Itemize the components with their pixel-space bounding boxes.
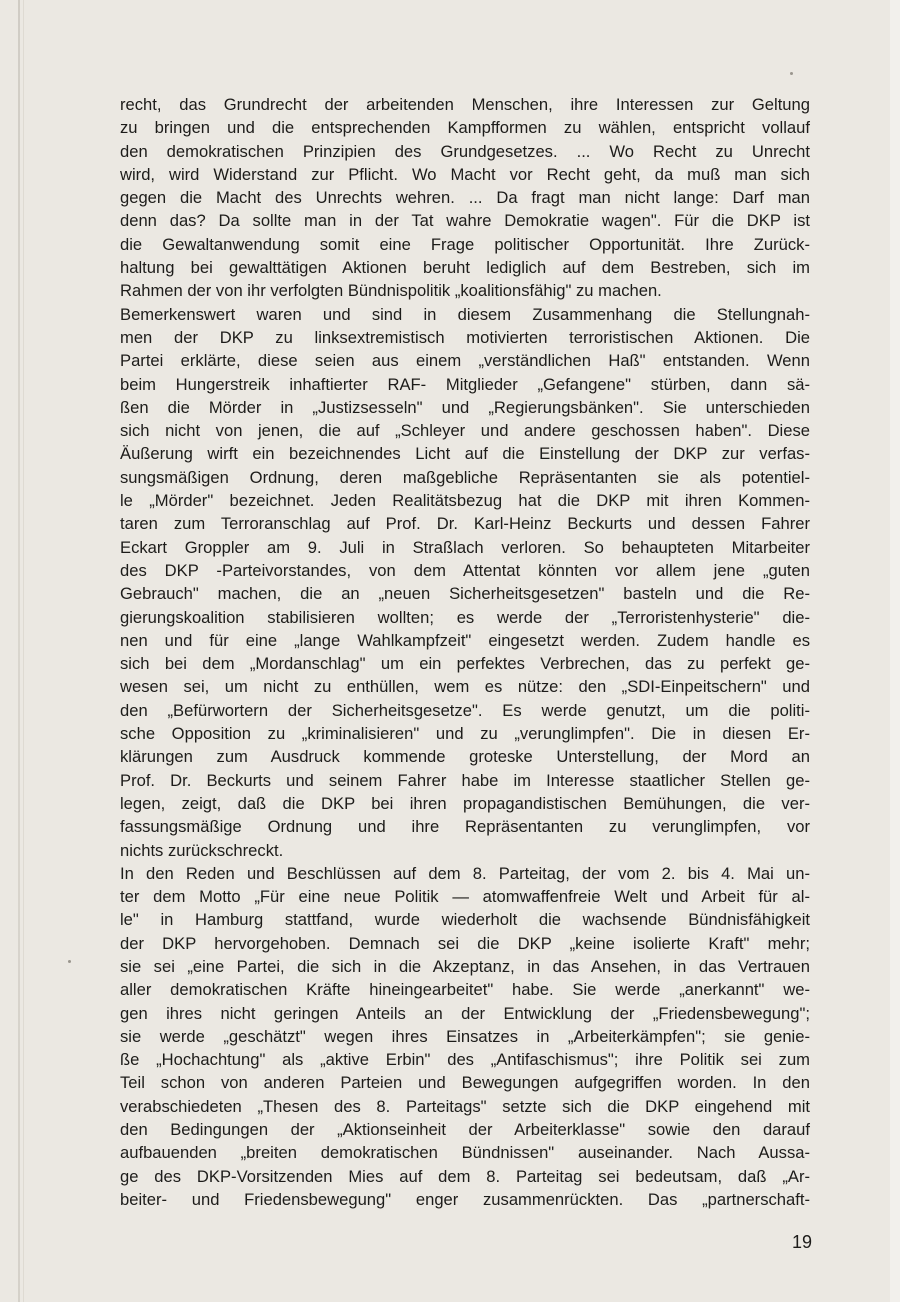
text-line: Gebrauch" machen, die an „neuen Sicherheitsgesetzen" basteln und die Re-: [120, 584, 810, 604]
binding-edge-inner: [23, 0, 24, 1302]
text-line: beim Hungerstreik inhaftierter RAF- Mitglieder „Gefangene" stürben, dann sä-: [120, 374, 810, 394]
text-line: sie sei „eine Partei, die sich in die Akzeptanz, in das Ansehen, in das Vertrauen: [120, 956, 810, 976]
text-line: le" in Hamburg stattfand, wurde wiederholt die wachsende Bündnisfähigkeit: [120, 910, 810, 930]
text-line: Prof. Dr. Beckurts und seinem Fahrer habe im Interesse staatlicher Stellen ge-: [120, 770, 810, 790]
text-line: Teil schon von anderen Parteien und Bewegungen aufgegriffen worden. In den: [120, 1073, 810, 1093]
text-line: den Bedingungen der „Aktionseinheit der Arbeiterklasse" sowie den darauf: [120, 1120, 810, 1140]
text-line: legen, zeigt, daß die DKP bei ihren propagandistischen Bemühungen, die ver-: [120, 793, 810, 813]
paper-speck: [790, 72, 793, 75]
text-line: sich nicht von jenen, die auf „Schleyer und andere geschossen haben". Diese: [120, 421, 810, 441]
text-line: nen und für eine „lange Wahlkampfzeit" eingesetzt werden. Zudem handle es: [120, 630, 810, 650]
text-line: Bemerkenswert waren und sind in diesem Zusammenhang die Stellungnah-: [120, 304, 810, 324]
text-line: nichts zurückschreckt.: [120, 840, 284, 860]
text-line: aller demokratischen Kräfte hineingearbeitet" habe. Sie werde „anerkannt" we-: [120, 980, 810, 1000]
text-line: haltung bei gewalttätigen Aktionen beruht lediglich auf dem Bestreben, sich im: [120, 258, 810, 278]
text-line: sche Opposition zu „kriminalisieren" und zu „verunglimpfen". Die in diesen Er-: [120, 724, 810, 744]
text-line: gierungskoalition stabilisieren wollten; es werde der „Terroristenhysterie" die-: [120, 607, 810, 627]
text-line: sich bei dem „Mordanschlag" um ein perfektes Verbrechen, das zu perfekt ge-: [120, 654, 810, 674]
text-line: zu bringen und die entsprechenden Kampfformen zu wählen, entspricht vollauf: [120, 118, 810, 138]
text-line: gegen die Macht des Unrechts wehren. ... Da fragt man nicht lange: Darf man: [120, 188, 810, 208]
text-line: der DKP hervorgehoben. Demnach sei die DKP „keine isolierte Kraft" mehr;: [120, 933, 810, 953]
text-line: ter dem Motto „Für eine neue Politik — atomwaffenfreie Welt und Arbeit für al-: [120, 887, 810, 907]
text-line: die Gewaltanwendung somit eine Frage politischer Opportunität. Ihre Zurück-: [120, 234, 810, 254]
text-line: ßen die Mörder in „Justizsesseln" und „Regierungsbänken". Sie unterschieden: [120, 397, 810, 417]
page-right-margin: [890, 0, 900, 1302]
text-line: ge des DKP-Vorsitzenden Mies auf dem 8. Parteitag sei bedeutsam, daß „Ar-: [120, 1166, 810, 1186]
page-number: 19: [791, 1232, 812, 1252]
body-text: [120, 93, 810, 1211]
binding-edge: [18, 0, 20, 1302]
text-line: wesen sei, um nicht zu enthüllen, wem es nütze: den „SDI-Einpeitschern" und: [120, 677, 810, 697]
text-line: In den Reden und Beschlüssen auf dem 8. Parteitag, der vom 2. bis 4. Mai un-: [120, 863, 810, 883]
text-line: aufbauenden „breiten demokratischen Bündnissen" auseinander. Nach Aussa-: [120, 1143, 810, 1163]
text-line: recht, das Grundrecht der arbeitenden Menschen, ihre Interessen zur Geltung: [120, 95, 810, 114]
text-line: beiter- und Friedensbewegung" enger zusammenrückten. Das „partnerschaft-: [120, 1189, 810, 1209]
text-line: taren zum Terroranschlag auf Prof. Dr. Karl-Heinz Beckurts und dessen Fahrer: [120, 514, 810, 534]
text-line: men der DKP zu linksextremistisch motivierten terroristischen Aktionen. Die: [120, 327, 810, 347]
text-line: klärungen zum Ausdruck kommende groteske Unterstellung, der Mord an: [120, 747, 810, 767]
text-line: des DKP -Parteivorstandes, von dem Attentat könnten vor allem jene „guten: [120, 560, 810, 580]
text-line: le „Mörder" bezeichnet. Jeden Realitätsbezug hat die DKP mit ihren Kommen-: [120, 491, 810, 511]
text-line: gen ihres nicht geringen Anteils an der Entwicklung der „Friedensbewegung";: [120, 1003, 810, 1023]
text-line: sie werde „geschätzt" wegen ihres Einsatzes in „Arbeiterkämpfen"; sie genie-: [120, 1026, 810, 1046]
paper-speck: [68, 960, 71, 963]
text-line: verabschiedeten „Thesen des 8. Parteitags" setzte sich die DKP eingehend mit: [120, 1096, 810, 1116]
text-line: fassungsmäßige Ordnung und ihre Repräsentanten zu verunglimpfen, vor: [120, 817, 810, 837]
text-line: den demokratischen Prinzipien des Grundgesetzes. ... Wo Recht zu Unrecht: [120, 141, 810, 161]
text-line: ße „Hochachtung" als „aktive Erbin" des „Antifaschismus"; ihre Politik sei zum: [120, 1050, 810, 1070]
text-line: Äußerung wirft ein bezeichnendes Licht auf die Einstellung der DKP zur verfas-: [120, 444, 810, 464]
text-line: Partei erklärte, diese seien aus einem „verständlichen Haß" entstanden. Wenn: [120, 351, 810, 371]
text-line: sungsmäßigen Ordnung, deren maßgebliche Repräsentanten sie als potentiel-: [120, 467, 810, 487]
text-line: Eckart Groppler am 9. Juli in Straßlach verloren. So behaupteten Mitarbeiter: [120, 537, 810, 557]
text-line: wird, wird Widerstand zur Pflicht. Wo Macht vor Recht geht, da muß man sich: [120, 164, 810, 184]
text-line: Rahmen der von ihr verfolgten Bündnispolitik „koalitionsfähig" zu machen.: [120, 281, 662, 301]
text-line: den „Befürwortern der Sicherheitsgesetze". Es werde genutzt, um die politi-: [120, 700, 810, 720]
text-line: denn das? Da sollte man in der Tat wahre Demokratie wagen". Für die DKP ist: [120, 211, 810, 231]
